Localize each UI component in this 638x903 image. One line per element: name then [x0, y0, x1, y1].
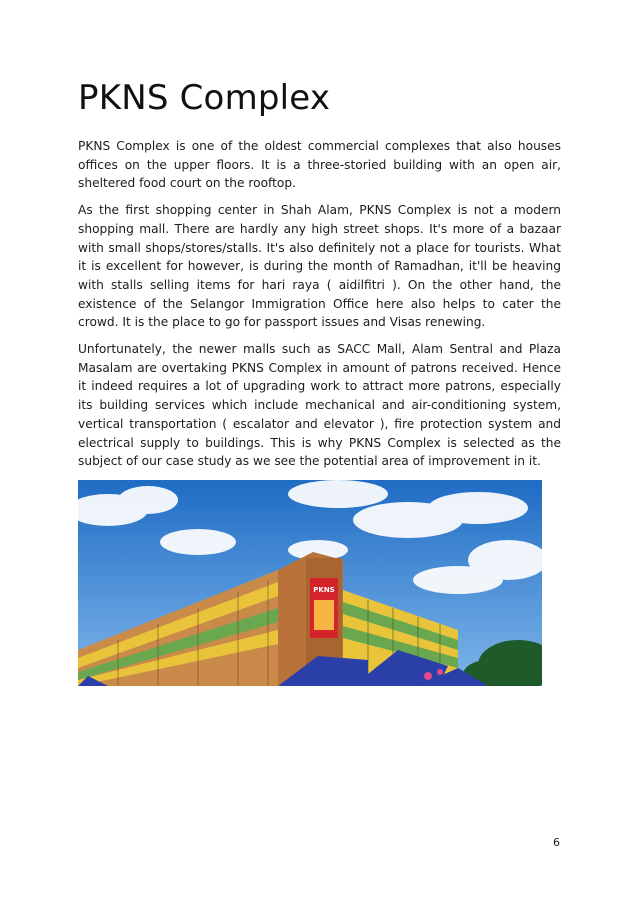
page-title: PKNS Complex [78, 78, 331, 118]
pkns-sign-text: PKNS [313, 586, 335, 594]
building-photo [78, 480, 542, 686]
paragraph-3: Unfortunately, the newer malls such as SACC Mall, Alam Sentral and Plaza Masalam are overtaking PKNS Complex in amount of patrons received. Hence it indeed requires a lot of upgrading work to attract more patrons, especially its building services which include mechanical and air-conditioning system, vertical transportation ( escalator and elevator ), fire protection system and electrical supply to buildings. This is why PKNS Complex is selected as the subject of our case study as we see the potential area of improvement in it. [78, 342, 561, 469]
page-number: 6 [553, 836, 560, 849]
paragraph-2: As the first shopping center in Shah Alam, PKNS Complex is not a modern shopping mall. There are hardly any high street shops. It's more of a bazaar with small shops/stores/stalls. It's also definitely not a place for tourists. What it is excellent for however, is during the month of Ramadhan, it'll be heaving with stalls selling items for hari raya ( aidilfitri ). On the other hand, the existence of the Selangor Immigration Office here also helps to cater the crowd. It is the place to go for passport issues and Visas renewing. [78, 203, 561, 330]
building-photo-illustration [78, 480, 542, 686]
body-text [78, 137, 561, 479]
paragraph-1: PKNS Complex is one of the oldest commercial complexes that also houses offices on the upper floors. It is a three-storied building with an open air, sheltered food court on the rooftop. [78, 139, 561, 191]
